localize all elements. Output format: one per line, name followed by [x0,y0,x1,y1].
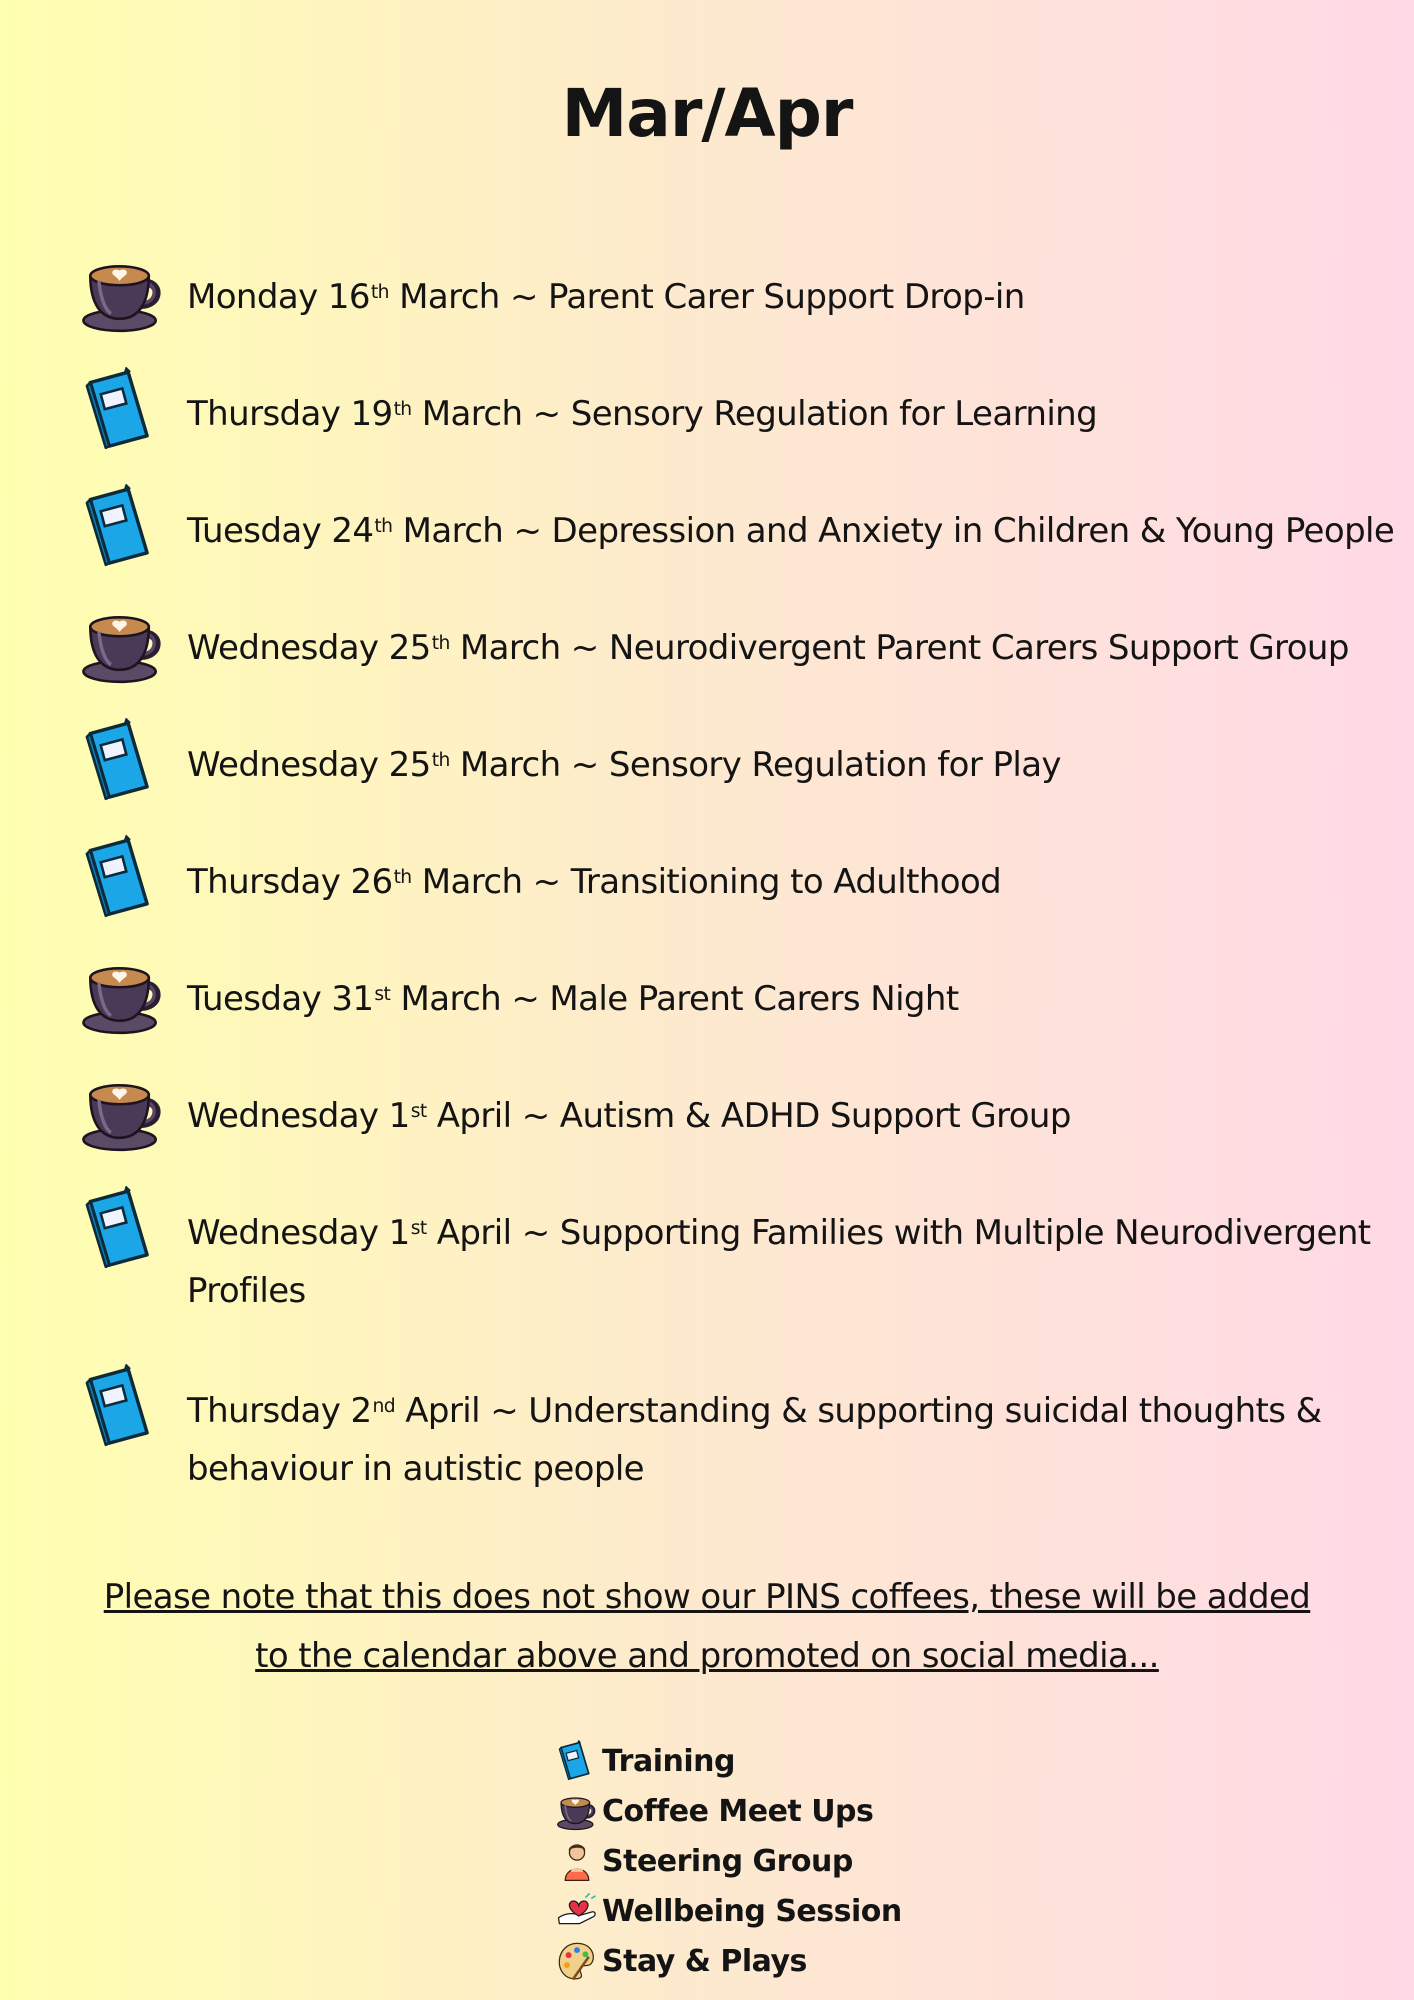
event-text: Thursday 26th March ~ Transitioning to Adulthood [187,862,1002,902]
book-icon [556,1740,598,1782]
event-text: Thursday 19th March ~ Sensory Regulation for Learning [187,394,1098,434]
event-item [80,1182,1400,1360]
legend-item-steering [556,1836,902,1886]
event-item [80,831,1400,948]
legend-item-stay-plays [556,1936,902,1986]
event-item [80,597,1400,714]
paint-palette-icon [556,1940,598,1982]
calendar-note [0,1568,1414,1686]
legend-label: Training [602,1743,735,1779]
book-icon [80,1186,166,1272]
legend-label: Coffee Meet Ups [602,1793,874,1829]
legend-label: Steering Group [602,1843,853,1879]
note-line: to the calendar above and promoted on social media... [255,1636,1159,1676]
event-text: Thursday 2nd April ~ Understanding & supporting suicidal thoughts & behaviour in autistic people [187,1391,1322,1489]
event-item [80,246,1400,363]
event-list [80,246,1400,1538]
book-icon [80,367,166,453]
event-item [80,714,1400,831]
event-item [80,363,1400,480]
event-text: Tuesday 31st March ~ Male Parent Carers Night [187,979,959,1019]
book-icon [80,718,166,804]
book-icon [80,1364,166,1450]
heart-hand-icon [556,1890,598,1932]
event-text: Wednesday 25th March ~ Neurodivergent Parent Carers Support Group [187,628,1349,668]
legend-item-training [556,1736,902,1786]
coffee-cup-icon [80,250,166,336]
event-item [80,948,1400,1065]
legend-item-wellbeing [556,1886,902,1936]
event-text: Tuesday 24th March ~ Depression and Anxiety in Children & Young People [187,511,1395,551]
legend [556,1736,902,1986]
coffee-cup-icon [556,1790,598,1832]
event-text: Wednesday 1st April ~ Supporting Families with Multiple Neurodivergent Profiles [187,1213,1371,1311]
event-item [80,1065,1400,1182]
legend-label: Stay & Plays [602,1943,807,1979]
note-line: Please note that this does not show our PINS coffees, these will be added [103,1577,1311,1617]
coffee-cup-icon [80,1069,166,1155]
book-icon [80,484,166,570]
person-icon [556,1840,598,1882]
coffee-cup-icon [80,952,166,1038]
page-title: Mar/Apr [561,75,853,152]
coffee-cup-icon [80,601,166,687]
book-icon [80,835,166,921]
event-text: Monday 16th March ~ Parent Carer Support Drop-in [187,277,1025,317]
legend-item-coffee [556,1786,902,1836]
legend-label: Wellbeing Session [602,1893,902,1929]
event-item [80,480,1400,597]
event-text: Wednesday 25th March ~ Sensory Regulation for Play [187,745,1061,785]
event-text: Wednesday 1st April ~ Autism & ADHD Support Group [187,1096,1071,1136]
event-item [80,1360,1400,1538]
